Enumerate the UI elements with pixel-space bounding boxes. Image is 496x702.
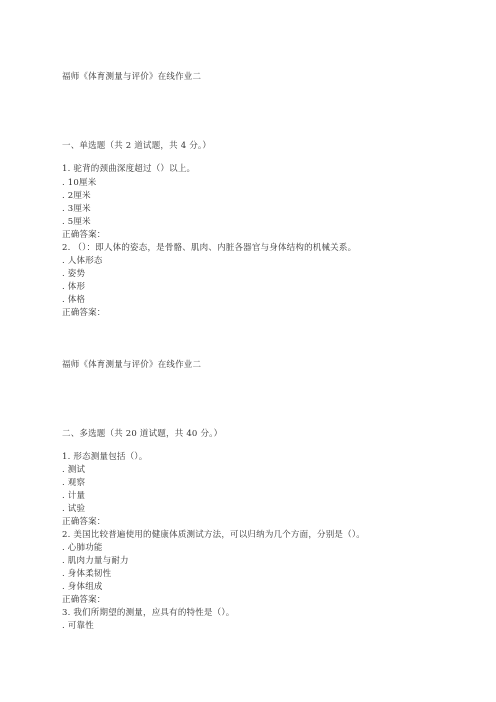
question-stem: 3. 我们所期望的测量，应具有的特性是（）。	[62, 608, 235, 618]
question-option: . 试验	[62, 504, 86, 514]
question-option: . 3厘米	[62, 204, 91, 214]
section-heading-multiple-choice: 二、多选题（共 20 道试题，共 40 分。）	[62, 429, 223, 439]
question-option: . 体形	[62, 282, 86, 292]
question-option: . 人体形态	[62, 256, 103, 266]
question-option: . 心肺功能	[62, 543, 103, 553]
question-option: . 计量	[62, 491, 86, 501]
answer-label: 正确答案：	[62, 230, 106, 240]
question-option: . 身体组成	[62, 582, 103, 592]
question-option: . 可靠性	[62, 621, 94, 631]
question-option: . 5厘米	[62, 217, 91, 227]
question-stem: 1. 驼背的颈曲深度超过（）以上。	[62, 164, 196, 174]
question-option: . 观察	[62, 478, 86, 488]
question-option: . 2厘米	[62, 191, 91, 201]
question-stem: 1. 形态测量包括（）。	[62, 452, 148, 462]
doc-title-repeat: 福师《体育测量与评价》在线作业二	[62, 360, 202, 370]
answer-label: 正确答案：	[62, 517, 106, 527]
question-option: . 体格	[62, 295, 86, 305]
answer-label: 正确答案：	[62, 308, 106, 318]
question-stem: 2. （）：即人体的姿态，是骨骼、肌肉、内脏各器官与身体结构的机械关系。	[62, 243, 357, 253]
question-option: . 肌肉力量与耐力	[62, 556, 129, 566]
question-option: . 测试	[62, 465, 86, 475]
question-stem: 2. 美国比较普遍使用的健康体质测试方法，可以归纳为几个方面，分别是（）。	[62, 530, 365, 540]
question-option: . 身体柔韧性	[62, 569, 112, 579]
section-heading-single-choice: 一、单选题（共 2 道试题，共 4 分。）	[62, 141, 212, 151]
question-option: . 10厘米	[62, 178, 97, 188]
question-option: . 姿势	[62, 269, 86, 279]
answer-label: 正确答案：	[62, 595, 106, 605]
doc-title: 福师《体育测量与评价》在线作业二	[62, 72, 202, 82]
